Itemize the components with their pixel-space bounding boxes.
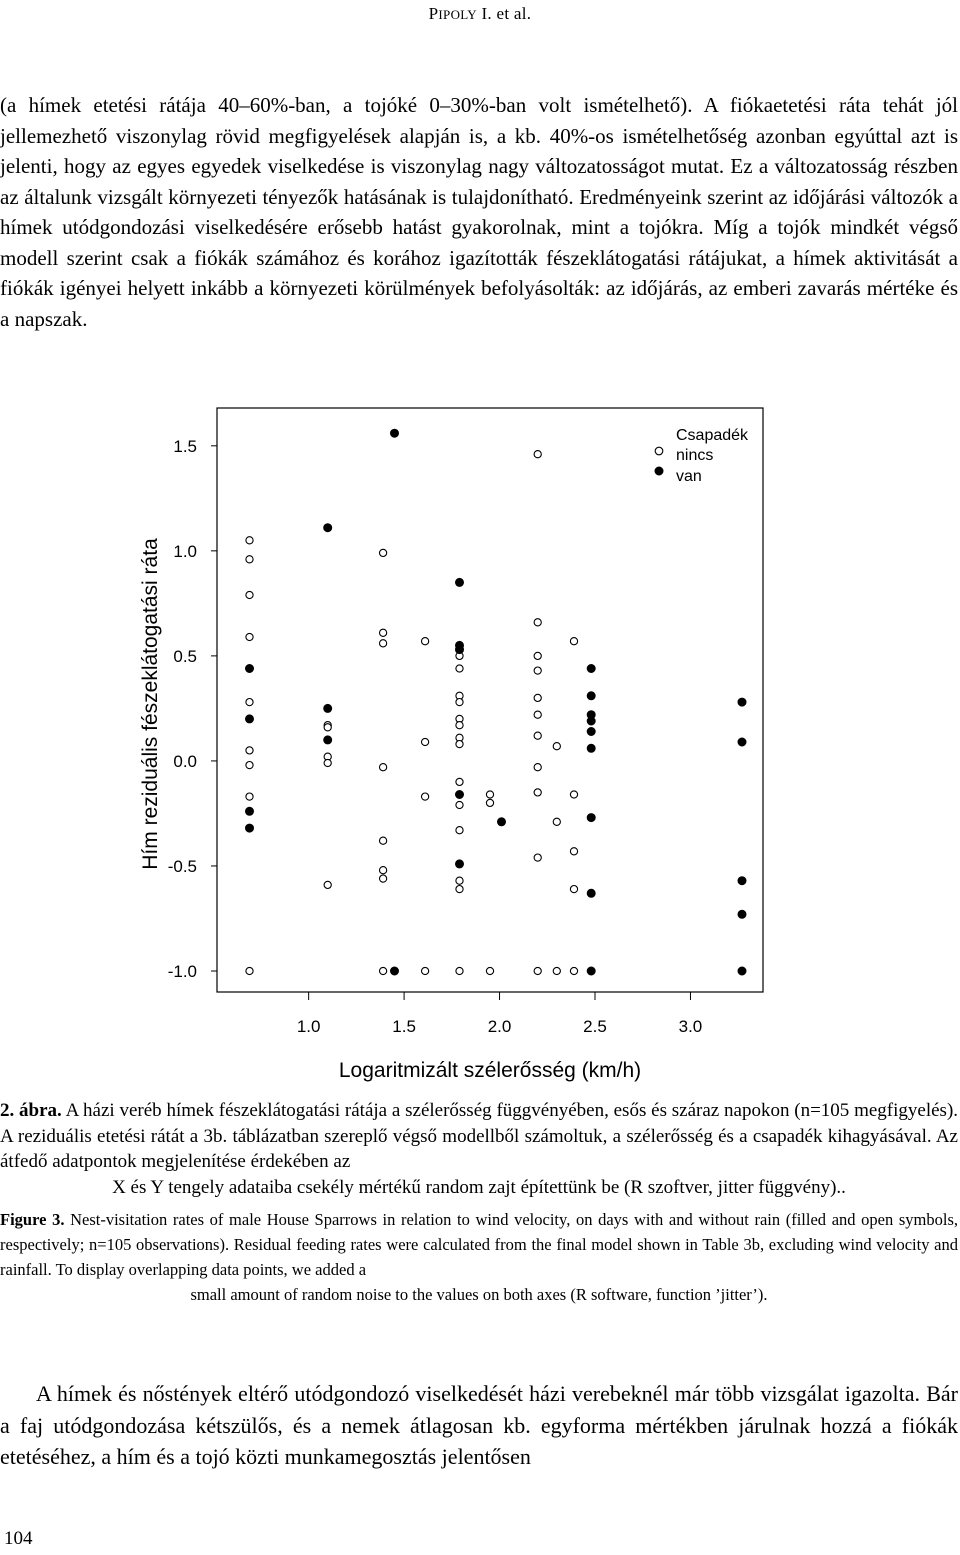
data-point-rain bbox=[738, 738, 746, 746]
data-point-rain bbox=[498, 818, 506, 826]
data-point-no-rain bbox=[456, 967, 463, 974]
data-point-no-rain bbox=[570, 791, 577, 798]
data-point-rain bbox=[587, 889, 595, 897]
data-point-no-rain bbox=[380, 967, 387, 974]
y-axis-label: Hím reziduális fészeklátogatási ráta bbox=[139, 538, 162, 870]
data-point-no-rain bbox=[380, 837, 387, 844]
y-tick-label: -1.0 bbox=[167, 961, 197, 981]
data-point-rain bbox=[324, 524, 332, 532]
running-head-surname: IPOLY bbox=[438, 7, 477, 22]
y-tick-label: 1.0 bbox=[173, 541, 197, 561]
data-point-no-rain bbox=[324, 724, 331, 731]
y-tick-label: 0.0 bbox=[173, 751, 197, 771]
data-point-no-rain bbox=[324, 881, 331, 888]
data-point-no-rain bbox=[456, 877, 463, 884]
data-point-rain bbox=[587, 744, 595, 752]
x-tick-label: 2.0 bbox=[487, 1017, 512, 1036]
data-point-no-rain bbox=[422, 738, 429, 745]
data-point-no-rain bbox=[534, 854, 541, 861]
data-point-rain bbox=[587, 717, 595, 725]
legend-filled-marker bbox=[655, 467, 663, 475]
data-point-rain bbox=[587, 967, 595, 975]
data-point-no-rain bbox=[553, 743, 560, 750]
data-point-no-rain bbox=[456, 722, 463, 729]
caption-en-label: Figure 3. bbox=[0, 1210, 65, 1229]
data-point-no-rain bbox=[534, 667, 541, 674]
data-point-no-rain bbox=[456, 741, 463, 748]
caption-hu-text: A házi veréb hímek fészeklátogatási rátája a szélerősség függvényében, esős és száraz napokon (n=105 megfigyelés). A reziduális etetési rátát a 3b. táblázatban szereplő végső modellből számoltuk, a szélerősség és a csapadék kihagyásával. Az átfedő adatpontok megjelenítése érdekében az bbox=[0, 1100, 959, 1172]
x-axis bbox=[297, 992, 702, 1036]
data-point-rain bbox=[246, 715, 254, 723]
data-point-no-rain bbox=[534, 711, 541, 718]
data-point-no-rain bbox=[456, 699, 463, 706]
y-tick-label: 0.5 bbox=[173, 646, 197, 666]
data-point-no-rain bbox=[246, 556, 253, 563]
data-point-no-rain bbox=[534, 694, 541, 701]
data-point-rain bbox=[738, 698, 746, 706]
data-point-no-rain bbox=[246, 967, 253, 974]
caption-en-last-line: small amount of random noise to the values on both axes (R software, function ’jitter’). bbox=[190, 1285, 768, 1304]
caption-en-text: Nest-visitation rates of male House Sparrows in relation to wind velocity, on days with and without rain (filled and open symbols, respectively; n=105 observations). Residual feeding rates were calculated from the final model shown in Table 3b, excluding wind velocity and rainfall. To display overlapping data points, we added a bbox=[0, 1210, 958, 1279]
data-point-no-rain bbox=[422, 638, 429, 645]
data-point-no-rain bbox=[246, 699, 253, 706]
page-number: 104 bbox=[4, 1528, 33, 1549]
data-point-rain bbox=[391, 967, 399, 975]
data-point-no-rain bbox=[422, 793, 429, 800]
data-point-rain bbox=[246, 824, 254, 832]
data-point-rain bbox=[324, 704, 332, 712]
legend-open-label: nincs bbox=[676, 447, 714, 464]
data-point-no-rain bbox=[553, 967, 560, 974]
data-point-no-rain bbox=[534, 967, 541, 974]
data-point-no-rain bbox=[570, 886, 577, 893]
legend-open-marker bbox=[655, 447, 663, 455]
data-point-rain bbox=[456, 791, 464, 799]
data-point-no-rain bbox=[534, 764, 541, 771]
data-point-rain bbox=[738, 910, 746, 918]
data-point-no-rain bbox=[456, 886, 463, 893]
data-point-no-rain bbox=[570, 638, 577, 645]
figure-caption-english bbox=[0, 1207, 958, 1307]
running-head-suffix: I. et al. bbox=[481, 4, 532, 23]
legend-filled-label: van bbox=[676, 468, 702, 485]
data-point-no-rain bbox=[380, 629, 387, 636]
x-tick-label: 3.0 bbox=[678, 1017, 703, 1036]
data-point-no-rain bbox=[486, 799, 493, 806]
data-point-no-rain bbox=[324, 759, 331, 766]
data-point-no-rain bbox=[456, 778, 463, 785]
data-point-no-rain bbox=[534, 451, 541, 458]
data-point-no-rain bbox=[422, 967, 429, 974]
data-point-rain bbox=[587, 692, 595, 700]
data-point-no-rain bbox=[246, 537, 253, 544]
data-point-no-rain bbox=[380, 875, 387, 882]
data-point-no-rain bbox=[534, 789, 541, 796]
data-point-no-rain bbox=[534, 732, 541, 739]
data-point-no-rain bbox=[486, 967, 493, 974]
data-point-rain bbox=[324, 736, 332, 744]
scatter-figure bbox=[0, 395, 960, 1095]
data-point-no-rain bbox=[486, 791, 493, 798]
caption-hu-label: 2. ábra. bbox=[0, 1100, 62, 1121]
data-point-rain bbox=[587, 814, 595, 822]
data-point-no-rain bbox=[380, 867, 387, 874]
data-point-rain bbox=[456, 578, 464, 586]
data-point-no-rain bbox=[246, 633, 253, 640]
data-point-no-rain bbox=[456, 665, 463, 672]
data-point-no-rain bbox=[553, 818, 560, 825]
data-point-no-rain bbox=[246, 762, 253, 769]
data-point-no-rain bbox=[534, 652, 541, 659]
data-point-rain bbox=[738, 967, 746, 975]
x-tick-label: 2.5 bbox=[583, 1017, 607, 1036]
data-point-rain bbox=[456, 646, 464, 654]
data-point-rain bbox=[456, 860, 464, 868]
running-head bbox=[0, 4, 960, 24]
body-paragraph-1: (a hímek etetési rátája 40–60%-ban, a tojóké 0–30%-ban volt ismételhető). A fiókaetetési ráta tehát jól jellemezhető viszonylag rövid megfigyelések alapján is, a kb. 40%-os ismételhetőség azonban egyúttal azt is jelenti, hogy az egyes egyedek viselkedése is viszonylag nagy változatosságot mutat. Ez a változatosság részben az általunk vizsgált környezeti tényezők hatásának is tulajdonítható. Eredményeink szerint az időjárási változók a hímek utódgondozási viselkedésére erősebb hatást gyakorolnak, mint a tojókra. Míg a tojók mindkét végső modell szerint csak a fiókák számához és korához igazították fészeklátogatási rátájukat, a hímek aktivitását a fiókák igényei helyett inkább a környezeti körülmények befolyásolták: az időjárás, az emberi zavarás mértéke és a napszak. bbox=[0, 93, 958, 331]
data-point-no-rain bbox=[246, 747, 253, 754]
legend-title: Csapadék bbox=[676, 427, 749, 444]
x-tick-label: 1.0 bbox=[296, 1017, 321, 1036]
data-point-no-rain bbox=[456, 801, 463, 808]
figure-caption-hungarian bbox=[0, 1098, 958, 1200]
plot-frame bbox=[217, 408, 763, 992]
legend bbox=[655, 427, 749, 485]
data-point-no-rain bbox=[380, 764, 387, 771]
y-axis bbox=[168, 437, 217, 981]
data-point-rain bbox=[391, 429, 399, 437]
x-tick-label: 1.5 bbox=[392, 1017, 416, 1036]
data-point-rain bbox=[246, 807, 254, 815]
data-point-rain bbox=[738, 877, 746, 885]
data-point-no-rain bbox=[534, 619, 541, 626]
caption-hu-last-line: X és Y tengely adataiba csekély mértékű random zajt építettünk be (R szoftver, jitter függvény).. bbox=[112, 1176, 846, 1198]
data-point-no-rain bbox=[246, 591, 253, 598]
body-paragraph-2: A hímek és nőstények eltérő utódgondozó viselkedését házi verebeknél már több vizsgálat igazolta. Bár a faj utódgondozása kétszülős, és a nemek átlagosan kb. egyforma mértékben járulnak hozzá a fiókák etetéséhez, a hím és a tojó közti munkamegosztás jelentősen bbox=[0, 1381, 958, 1469]
data-point-rain bbox=[587, 665, 595, 673]
data-point-rain bbox=[246, 665, 254, 673]
x-axis-label: Logaritmizált szélerősség (km/h) bbox=[338, 1059, 642, 1082]
data-points bbox=[246, 429, 747, 975]
data-point-no-rain bbox=[380, 640, 387, 647]
data-point-no-rain bbox=[246, 793, 253, 800]
data-point-no-rain bbox=[456, 827, 463, 834]
data-point-no-rain bbox=[380, 549, 387, 556]
running-head-initial: P bbox=[428, 4, 439, 23]
y-tick-label: -0.5 bbox=[167, 856, 197, 876]
y-tick-label: 1.5 bbox=[173, 436, 197, 456]
data-point-no-rain bbox=[570, 967, 577, 974]
data-point-no-rain bbox=[570, 848, 577, 855]
data-point-rain bbox=[587, 728, 595, 736]
